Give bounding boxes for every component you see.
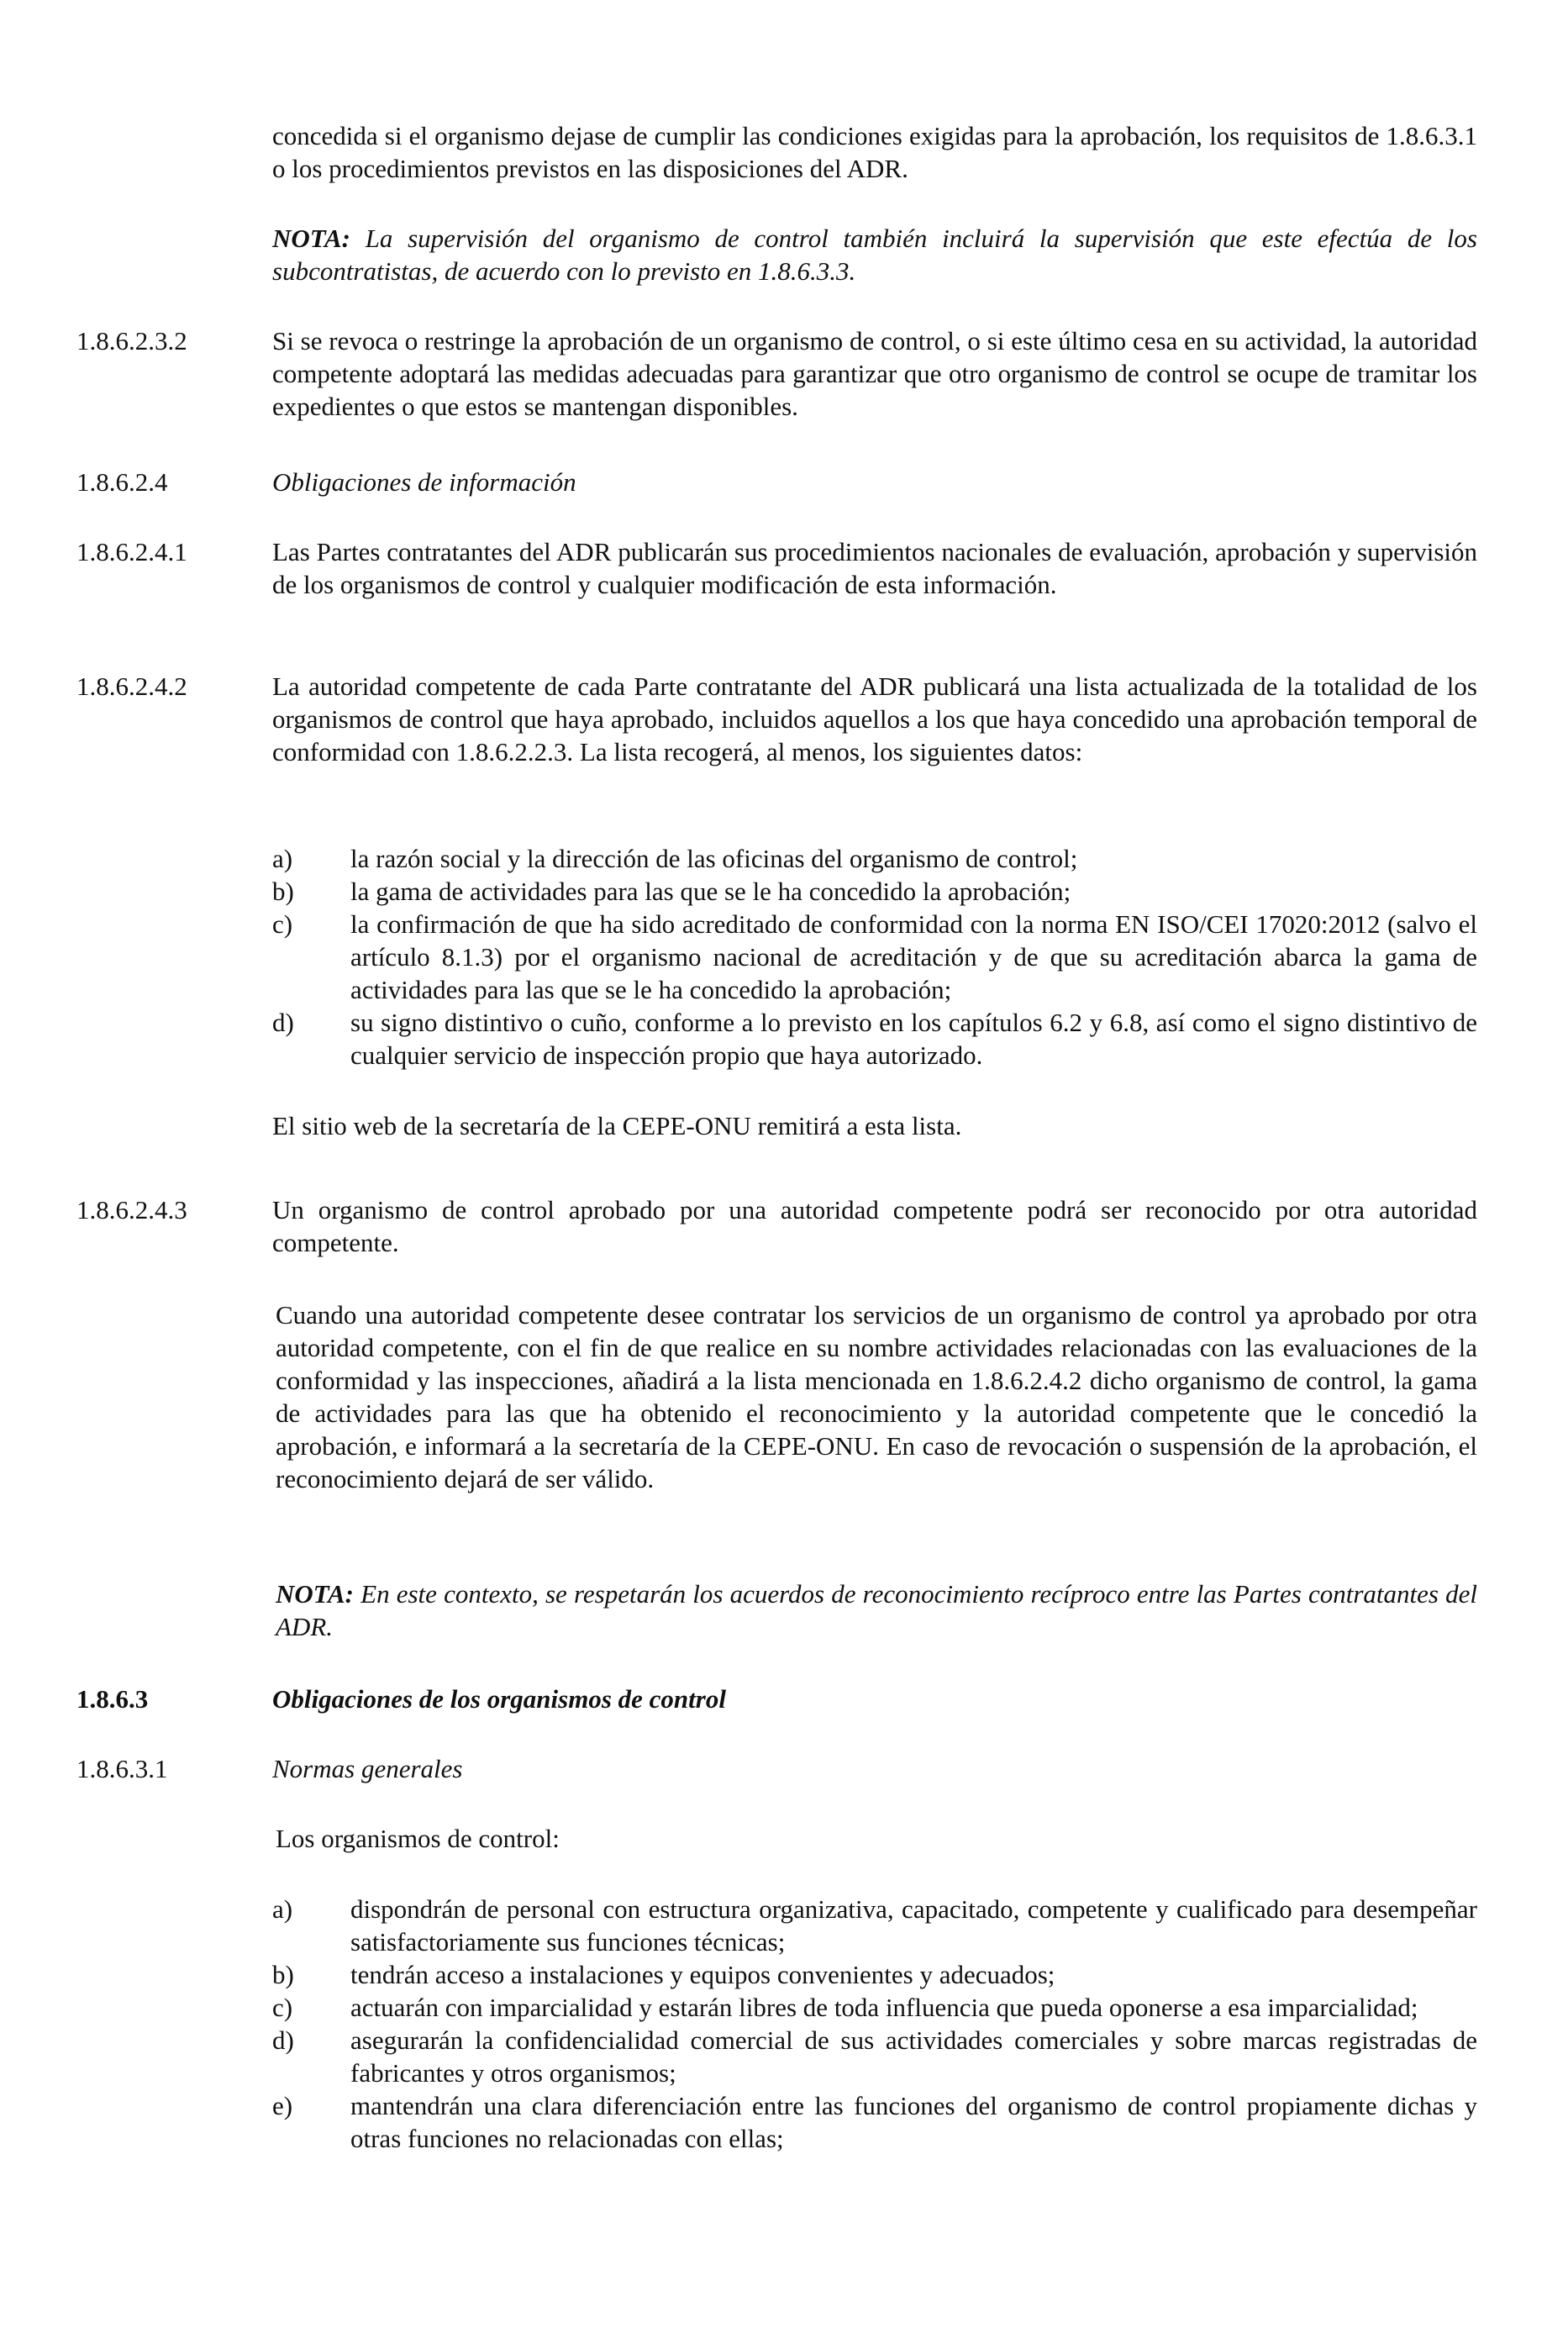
list-item (272, 1958, 1477, 1991)
list-item (272, 1893, 1477, 1958)
list-item-text: tendrán acceso a instalaciones y equipos convenientes y adecuados; (350, 1960, 1055, 1989)
section-title: Obligaciones de información (272, 467, 576, 497)
body-paragraph: Los organismos de control: (276, 1824, 560, 1853)
list-marker: c) (272, 1993, 293, 2022)
list-marker: a) (272, 844, 293, 873)
list-item (272, 1991, 1477, 2024)
section-number: 1.8.6.2.4.1 (76, 537, 187, 566)
section-title: Obligaciones de los organismos de control (272, 1684, 726, 1714)
note-paragraph (272, 222, 1477, 287)
list-marker: e) (272, 2091, 293, 2120)
list-item (272, 1006, 1477, 1072)
section-title: Normas generales (272, 1754, 463, 1783)
list-item (272, 875, 1477, 908)
list-marker: d) (272, 2025, 294, 2055)
section-number: 1.8.6.2.4 (76, 467, 168, 497)
section-number: 1.8.6.3.1 (76, 1754, 168, 1783)
section-number: 1.8.6.2.4.3 (76, 1195, 187, 1224)
body-paragraph: concedida si el organismo dejase de cumplir las condiciones exigidas para la aprobación, los requisitos de 1.8.6.3.1 o los procedimientos previstos en las disposiciones del ADR. (272, 121, 1477, 183)
list-marker: b) (272, 1960, 294, 1989)
list-item-text: la gama de actividades para las que se le ha concedido la aprobación; (350, 877, 1071, 906)
obligations-list (272, 1893, 1477, 2155)
body-paragraph: Cuando una autoridad competente desee contratar los servicios de un organismo de control ya aprobado por otra autoridad competente, con el fin de que realice en su nombre actividades relacionadas con las evaluaciones de la conformidad y las inspecciones, añadirá a la lista mencionada en 1.8.6.2.4.2 dicho organismo de control, la gama de actividades para las que ha obtenido el reconocimiento y la autoridad competente que le concedió la aprobación, e informará a la secretaría de la CEPE-ONU. En caso de revocación o suspensión de la aprobación, el reconocimiento dejará de ser válido. (276, 1300, 1477, 1493)
list-item (272, 908, 1477, 1006)
body-paragraph: Un organismo de control aprobado por una autoridad competente podrá ser reconocido por otra autoridad competente. (272, 1195, 1477, 1257)
list-marker: a) (272, 1894, 293, 1924)
body-paragraph: El sitio web de la secretaría de la CEPE-ONU remitirá a esta lista. (272, 1111, 962, 1140)
section-number: 1.8.6.3 (76, 1684, 149, 1714)
list-item-text: dispondrán de personal con estructura organizativa, capacitado, competente y cualificado para desempeñar satisfactoriamente sus funciones técnicas; (350, 1894, 1477, 1956)
note-text: En este contexto, se respetarán los acuerdos de reconocimiento recíproco entre las Partes contratantes del ADR. (276, 1579, 1477, 1641)
list-item-text: asegurarán la confidencialidad comercial de sus actividades comerciales y sobre marcas registradas de fabricantes y otros organismos; (350, 2025, 1477, 2088)
note-text: La supervisión del organismo de control también incluirá la supervisión que este efectúa de los subcontratistas, de acuerdo con lo previsto en 1.8.6.3.3. (272, 224, 1477, 286)
note-paragraph (276, 1577, 1477, 1643)
body-paragraph: Si se revoca o restringe la aprobación de un organismo de control, o si este último cesa en su actividad, la autoridad competente adoptará las medidas adecuadas para garantizar que otro organismo de control se ocupe de tramitar los expedientes o que estos se mantengan disponibles. (272, 326, 1477, 421)
data-list (272, 842, 1477, 1072)
list-item-text: la razón social y la dirección de las oficinas del organismo de control; (350, 844, 1078, 873)
note-label: NOTA: (272, 224, 350, 253)
note-label: NOTA: (276, 1579, 354, 1609)
list-item (272, 2089, 1477, 2155)
list-marker: d) (272, 1008, 294, 1037)
list-marker: b) (272, 877, 294, 906)
body-paragraph: La autoridad competente de cada Parte contratante del ADR publicará una lista actualizada de la totalidad de los organismos de control que haya aprobado, incluidos aquellos a los que haya concedido una aprobación temporal de conformidad con 1.8.6.2.2.3. La lista recogerá, al menos, los siguientes datos: (272, 671, 1477, 766)
list-item-text: mantendrán una clara diferenciación entre las funciones del organismo de control propiamente dichas y otras funciones no relacionadas con ellas; (350, 2091, 1477, 2153)
list-item-text: actuarán con imparcialidad y estarán libres de toda influencia que pueda oponerse a esa imparcialidad; (350, 1993, 1418, 2022)
list-item-text: la confirmación de que ha sido acreditado de conformidad con la norma EN ISO/CEI 17020:2012 (salvo el artículo 8.1.3) por el organismo nacional de acreditación y de que su acreditación abarca la gama de actividades para las que se le ha concedido la aprobación; (350, 909, 1477, 1004)
list-item (272, 2024, 1477, 2089)
list-item (272, 842, 1477, 875)
body-paragraph: Las Partes contratantes del ADR publicarán sus procedimientos nacionales de evaluación, aprobación y supervisión de los organismos de control y cualquier modificación de esta información. (272, 537, 1477, 599)
section-number: 1.8.6.2.3.2 (76, 326, 187, 355)
list-item-text: su signo distintivo o cuño, conforme a lo previsto en los capítulos 6.2 y 6.8, así como el signo distintivo de cualquier servicio de inspección propio que haya autorizado. (350, 1008, 1477, 1070)
list-marker: c) (272, 909, 293, 939)
section-number: 1.8.6.2.4.2 (76, 671, 187, 701)
